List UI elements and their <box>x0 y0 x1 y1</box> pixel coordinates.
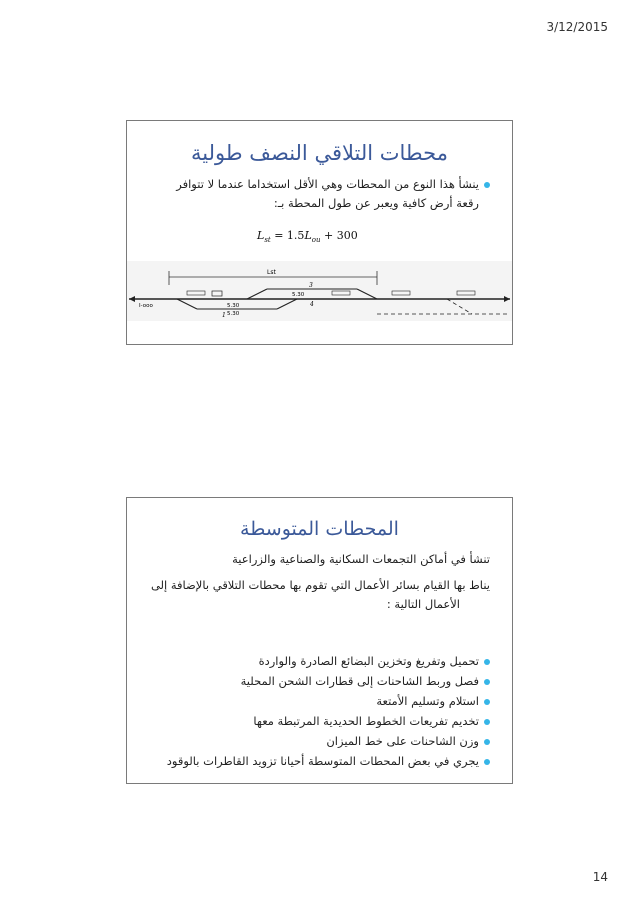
bullet-paragraph <box>137 175 490 213</box>
bullet-dot-icon <box>484 679 490 685</box>
bullet-dot-icon <box>484 699 490 705</box>
list-item-text: وزن الشاحنات على خط الميزان <box>326 734 479 748</box>
print-date: 3/12/2015 <box>546 20 608 34</box>
track-layout-diagram <box>127 259 512 329</box>
list-item-text: فصل وربط الشاحنات إلى قطارات الشحن المحلية <box>240 674 479 688</box>
formula-term: L <box>304 229 312 242</box>
measure-a: 5.30 <box>227 303 240 309</box>
diagram-background <box>127 261 512 321</box>
measure-b: 5.30 <box>227 311 240 317</box>
intro-text: تنشأ في أماكن التجمعات السكانية والصناعية والزراعية <box>232 552 490 566</box>
bullet-dot-icon <box>484 182 490 188</box>
dimension-label: Lst <box>267 269 276 276</box>
formula-eq: = 1.5 <box>274 229 305 242</box>
tasks-line-1: يناط بها القيام بسائر الأعمال التي تقوم بها محطات التلاقي بالإضافة إلى <box>150 578 490 592</box>
formula-rest: + 300 <box>323 229 358 242</box>
list-item-text: تخديم تفريعات الخطوط الحديدية المرتبطة معها <box>253 714 479 728</box>
list-item <box>135 692 490 712</box>
list-item-text: يجري في بعض المحطات المتوسطة أحيانا تزويد القاطرات بالوقود <box>166 754 479 768</box>
slide-title: محطات التلاقي النصف طولية <box>191 141 448 165</box>
station-length-formula <box>257 229 358 244</box>
tasks-paragraph <box>131 576 490 614</box>
measure-c: 5.30 <box>292 292 305 298</box>
tasks-list <box>135 652 490 772</box>
list-item <box>135 652 490 672</box>
formula-lhs-sub: st <box>264 236 271 245</box>
page-number: 14 <box>592 870 608 884</box>
track-3-label: 3 <box>309 282 313 289</box>
slide-title: المحطات المتوسطة <box>240 518 399 540</box>
bullet-dot-icon <box>484 719 490 725</box>
list-item <box>135 672 490 692</box>
track-4-label: 4 <box>310 301 314 308</box>
list-item <box>135 732 490 752</box>
list-item-text: استلام وتسليم الأمتعة <box>376 694 479 708</box>
bullet-dot-icon <box>484 739 490 745</box>
list-item <box>135 752 490 772</box>
list-item <box>135 712 490 732</box>
bullet-text: ينشأ هذا النوع من المحطات وهي الأقل استخداما عندما لا تتوافر <box>176 177 479 191</box>
bullet-line <box>137 175 490 194</box>
slide-half-longitudinal-stations <box>126 120 513 345</box>
bullet-dot-icon <box>484 759 490 765</box>
slide-intermediate-stations <box>126 497 513 784</box>
list-item-text: تحميل وتفريغ وتخزين البضائع الصادرة والواردة <box>258 654 479 668</box>
track-1-label: 1 <box>222 312 226 319</box>
tasks-line-2: الأعمال التالية : <box>386 597 460 611</box>
bullet-dot-icon <box>484 659 490 665</box>
signal-left-label: I-ooo <box>139 303 153 309</box>
bullet-continuation: رقعة أرض كافية ويعبر عن طول المحطة بـ: <box>273 196 479 210</box>
formula-lhs: L <box>257 229 265 242</box>
formula-term-sub: ou <box>311 236 321 245</box>
